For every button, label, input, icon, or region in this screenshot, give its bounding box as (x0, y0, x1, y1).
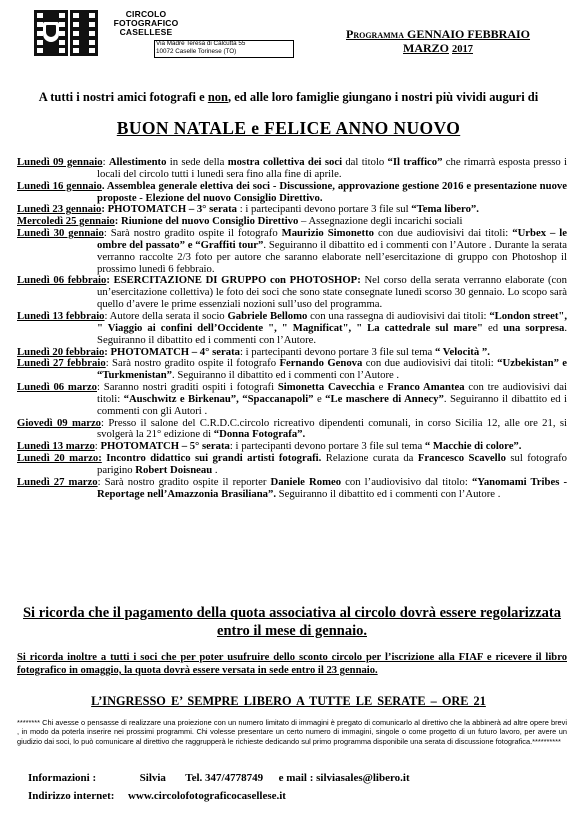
fine-print: ******** Chi avesse o pensasse di realizzare una proiezione con un numero limitato di immagini è pregato di comunicarlo al direttivo che la abbinerà ad altre opere brevi , in modo da poterla inserire nei prossimi programmi. Chi volesse presentare un certo numero di immagini, singole o come progetto di un futuro lavoro, per avere un giudizio dai soci, lo può comunicare al direttivo che raggrupperà le richieste dedicando sul primo programma disponibile una serata di discussione fotografica.********** (17, 718, 567, 746)
event-date: Lunedì 06 febbraio (17, 274, 107, 287)
event-text: . Seguiranno il dibattito ed i commenti con l’Autore . (172, 369, 400, 382)
event-text: dal titolo (342, 156, 388, 168)
event-date: Lunedì 13 marzo (17, 440, 95, 453)
program-label: Programma (345, 27, 404, 41)
event-text: – Assegnazione degli incarichi sociali (298, 215, 463, 228)
event-text: con due audiovisivi dai titoli: (374, 227, 513, 240)
event-text: “Yanomami Tribes - Reportage nell’Amazzonia Brasiliana”. (97, 475, 567, 500)
event-date: Lunedì 20 marzo: (17, 452, 102, 465)
contact-person: Silvia (139, 772, 166, 784)
contact-info (28, 772, 410, 784)
reminder-fiaf: Si ricorda inoltre a tutti i soci che per poter usufruire dello sconto circolo per l’iscrizione alla FIAF e ricevere il libro fotografico in omaggio, la quota dovrà essere versata in sede entro il 23 gennaio. (17, 652, 567, 676)
event-text: “Donna Fotografa”. (213, 428, 306, 441)
event-text: “Le maschere di Annecy” (325, 392, 444, 405)
greeting-text: , ed alle loro famiglie giungano i nostri più vividi auguri di (227, 90, 539, 104)
website-info (28, 790, 286, 802)
event-text: : i partecipanti devono portare 3 file sul tema (229, 440, 425, 453)
event-text: Fernando Genova (279, 357, 363, 370)
event-text: : ESERCITAZIONE DI GRUPPO con PHOTOSHOP: (106, 274, 361, 287)
entry-note-text: L’INGRESSO E’ SEMPRE LIBERO A TUTTE LE SERATE – ORE 21 (91, 694, 486, 708)
event-item (17, 228, 567, 275)
club-name-line: CASELLESE (119, 27, 173, 37)
event-text: Seguiranno il dibattito ed i commenti con l’Autore . (276, 487, 501, 500)
event-text: “Il traffico” (387, 156, 443, 168)
event-text: Robert Doisneau (135, 463, 213, 476)
event-date: Lunedì 30 gennaio (17, 227, 104, 240)
event-date: Lunedì 16 gennaio (17, 179, 102, 192)
event-text: : i partecipanti devono portare 3 file sul (237, 203, 412, 216)
program-heading (318, 27, 558, 57)
event-date: Mercoledì 25 gennaio (17, 215, 115, 228)
event-text: : Autore della serata il socio (104, 309, 228, 322)
event-text: con due audiovisivi dai titoli: (362, 357, 498, 370)
contact-email[interactable]: silviasales@libero.it (316, 772, 410, 784)
event-text: una sorpresa (503, 321, 565, 334)
event-text: Allestimento (108, 156, 167, 168)
event-text: : Riunione del nuovo Consiglio Direttivo (114, 215, 299, 228)
event-item (17, 181, 567, 205)
web-label: Indirizzo internet: (28, 790, 115, 802)
event-item (17, 157, 567, 181)
event-date: Lunedì 06 marzo (17, 381, 98, 394)
event-date: Lunedì 27 febbraio (17, 357, 106, 370)
event-text: . Seguiranno il dibattito ed i commenti con l’Autore . Durante la serata verranno raccolte 2/3 foto per autore che saranno elaborate nell’esercitazione di gruppo con Photoshop il prossimo lunedì 6 febbraio. (97, 238, 567, 275)
event-text: : (94, 440, 101, 453)
event-text: che rimarrà esposta presso i locali del circolo tutti i lunedì sera fino alla fine di aprile. (97, 156, 567, 180)
event-text: “ Macchie di colore”. (424, 440, 522, 453)
event-text: PHOTOMATCH – 5° serata (100, 440, 230, 453)
event-text: e (374, 381, 388, 394)
event-text: : Sarà nostro gradito ospite il fotografo (105, 357, 280, 370)
event-text: : Sarà nostro gradito ospite il reporter (97, 475, 271, 488)
event-item (17, 382, 567, 418)
reminder-membership: Si ricorda che il pagamento della quota associativa al circolo dovrà essere regolarizzata entro il mese di gennaio. (22, 605, 562, 639)
greeting-non: non (207, 90, 228, 104)
event-text: Maurizio Simonetto (281, 227, 375, 240)
event-text: “Auschwitz e Birkenau”, “Spaccanapoli” (123, 392, 314, 405)
event-text: mostra collettiva dei soci (227, 156, 343, 168)
event-text: Incontro didattico sui grandi artisti fotografi. (101, 452, 322, 465)
event-text: “Tema libero”. (411, 203, 479, 216)
headline: BUON NATALE e FELICE ANNO NUOVO (116, 118, 461, 138)
club-name-line: CIRCOLO (125, 9, 167, 19)
address-line: 10072 Caselle Torinese (TO) (156, 48, 237, 55)
event-date: Giovedì 09 marzo (17, 416, 102, 429)
event-item (17, 453, 567, 477)
website-link[interactable]: www.circolofotograficocasellese.it (127, 790, 286, 802)
event-text: : Presso il salone del C.R.D.C.circolo ricreativo dipendenti comunali, in corso Sicilia 12, alle ore 21, si svolgerà la 21° edizione di (97, 416, 567, 441)
greeting (0, 90, 577, 105)
event-text: : PHOTOMATCH – 4° serata (104, 345, 240, 358)
event-text: : i partecipanti devono portare 3 file sul tema (239, 345, 435, 358)
shield-emblem-icon (43, 22, 59, 42)
event-text: con l’audiovisivo dal titolo: (341, 475, 472, 488)
film-strip-icon (34, 10, 68, 56)
event-text: : (102, 156, 109, 168)
email-label: e mail : (278, 772, 314, 784)
event-date: Lunedì 27 marzo (17, 475, 98, 488)
event-text: ed (482, 321, 504, 334)
event-item (17, 358, 567, 382)
event-text: “Urbex – le ombre del passato” e “Graffiti tour” (97, 227, 567, 251)
event-date: Lunedì 23 gennaio (17, 203, 102, 216)
address-line: Via Madre Teresa di Calcutta 55 (156, 40, 246, 47)
club-logo (34, 10, 258, 56)
event-text: . Seguiranno il dibattito ed i commenti con gli Autori . (97, 392, 567, 417)
event-text: . Seguiranno il dibattito ed i commenti con l’Autore. (97, 321, 568, 346)
event-text: : Sarà nostro gradito ospite il fotografo (103, 227, 282, 240)
event-text: Gabriele Bellomo (227, 309, 308, 322)
event-text: Franco Amantea (387, 381, 465, 394)
program-line2: MARZO (403, 41, 449, 55)
event-text: Simonetta Cavecchia (277, 381, 375, 394)
greeting-text: A tutti i nostri amici fotografi e (38, 90, 208, 104)
program-year: 2017 (452, 44, 473, 55)
event-text: : Saranno nostri graditi ospiti i fotografi (97, 381, 278, 394)
event-date: Lunedì 09 gennaio (17, 156, 103, 168)
event-item (17, 311, 567, 347)
event-text: e (313, 392, 326, 405)
event-text: “Uzbekistan” e “Turkmenistan” (97, 357, 568, 382)
event-date: Lunedì 20 febbraio (17, 345, 105, 358)
entry-note (0, 694, 577, 709)
film-strip-icon (70, 10, 98, 56)
event-text: sul fotografo parigino (97, 452, 567, 476)
event-text: Daniele Romeo (270, 475, 342, 488)
info-label: Informazioni : (28, 772, 97, 784)
event-text: Nel corso della serata verranno elaborate (con un’esercitazione collettiva) le foto dei soci che sono state consegnate lunedì scorso 30 gennaio. Lo scopo sarà quello d’avere le prime essenziali nozioni sull’uso del programma. (97, 274, 567, 311)
event-item (17, 477, 567, 501)
event-text: in sede della (166, 156, 228, 168)
event-item (17, 275, 567, 311)
event-text: . (212, 463, 218, 476)
club-name (106, 10, 186, 37)
event-text: “London street", " Viaggio ai confini dell’Occidente ", " Magnificat", " La cattedrale sul mare" (97, 309, 568, 334)
event-date: Lunedì 13 febbraio (17, 309, 105, 322)
contact-phone: Tel. 347/4778749 (185, 772, 264, 784)
event-text: con una rassegna di audiovisivi dai titoli: (307, 309, 490, 322)
event-text: : PHOTOMATCH – 3° serata (101, 203, 238, 216)
events-list (17, 157, 567, 500)
event-text: con tre audiovisivi dai titoli: (97, 381, 567, 405)
event-text: Francesco Scavello (417, 452, 506, 465)
event-text: . Assemblea generale elettiva dei soci - Discussione, approvazione gestione 2016 e presentazione nuove proposte - Elezione del nuovo Consiglio Direttivo. (97, 179, 567, 204)
event-item (17, 418, 567, 442)
club-name-line: FOTOGRAFICO (113, 18, 179, 28)
program-months: GENNAIO FEBBRAIO (406, 27, 531, 41)
event-text: “ Velocità ”. (434, 345, 490, 358)
club-address (156, 40, 296, 56)
event-text: Relazione curata da (321, 452, 418, 465)
